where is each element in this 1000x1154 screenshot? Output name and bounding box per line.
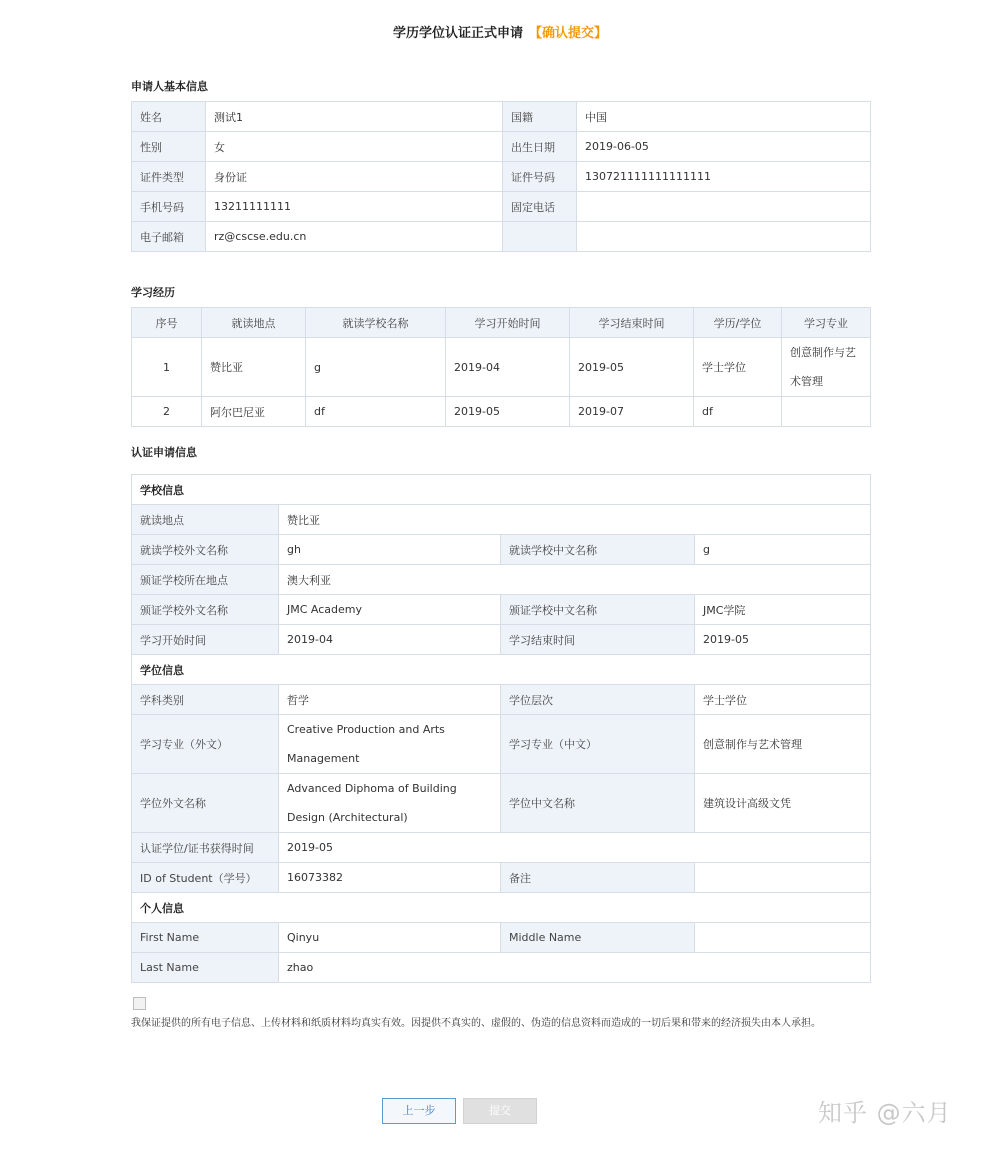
table-cell: 1 bbox=[132, 338, 202, 397]
table-cell: 2019-04 bbox=[446, 338, 570, 397]
landline-value bbox=[577, 192, 871, 222]
first-name-value: Qinyu bbox=[279, 923, 501, 953]
table-row bbox=[132, 565, 871, 595]
birth-label: 出生日期 bbox=[503, 132, 577, 162]
end-label: 学习结束时间 bbox=[501, 625, 695, 655]
table-row bbox=[132, 162, 871, 192]
name-label: 姓名 bbox=[132, 102, 206, 132]
id-number-label: 证件号码 bbox=[503, 162, 577, 192]
education-table bbox=[131, 307, 871, 427]
col-header: 就读地点 bbox=[202, 308, 306, 338]
mobile-value: 13211111111 bbox=[206, 192, 503, 222]
obtained-value: 2019-05 bbox=[279, 833, 871, 863]
col-header: 学习开始时间 bbox=[446, 308, 570, 338]
issuer-cn-label: 颁证学校中文名称 bbox=[501, 595, 695, 625]
table-cell: df bbox=[306, 397, 446, 427]
table-row bbox=[132, 774, 871, 833]
start-label: 学习开始时间 bbox=[132, 625, 279, 655]
col-header: 学历/学位 bbox=[694, 308, 782, 338]
end-value: 2019-05 bbox=[695, 625, 871, 655]
degree-cn-value: 建筑设计高级文凭 bbox=[695, 774, 871, 833]
email-label: 电子邮箱 bbox=[132, 222, 206, 252]
table-row bbox=[132, 833, 871, 863]
degree-level-value: 学士学位 bbox=[695, 685, 871, 715]
certification-table bbox=[131, 474, 871, 983]
school-cn-value: g bbox=[695, 535, 871, 565]
table-row bbox=[132, 505, 871, 535]
student-id-label: ID of Student（学号） bbox=[132, 863, 279, 893]
col-header: 序号 bbox=[132, 308, 202, 338]
major-cn-label: 学习专业（中文） bbox=[501, 715, 695, 774]
issuer-location-label: 颁证学校所在地点 bbox=[132, 565, 279, 595]
id-number-value: 130721111111111111 bbox=[577, 162, 871, 192]
study-location-value: 赞比亚 bbox=[279, 505, 871, 535]
student-id-value: 16073382 bbox=[279, 863, 501, 893]
study-location-label: 就读地点 bbox=[132, 505, 279, 535]
last-name-label: Last Name bbox=[132, 953, 279, 983]
discipline-value: 哲学 bbox=[279, 685, 501, 715]
submit-button[interactable]: 提交 bbox=[463, 1098, 537, 1124]
nationality-value: 中国 bbox=[577, 102, 871, 132]
group-title-degree: 学位信息 bbox=[132, 655, 871, 685]
group-title-school: 学校信息 bbox=[132, 475, 871, 505]
table-cell: 学士学位 bbox=[694, 338, 782, 397]
birth-value: 2019-06-05 bbox=[577, 132, 871, 162]
name-value: 测试1 bbox=[206, 102, 503, 132]
middle-name-value bbox=[695, 923, 871, 953]
empty-label-cell bbox=[503, 222, 577, 252]
start-value: 2019-04 bbox=[279, 625, 501, 655]
group-title-personal: 个人信息 bbox=[132, 893, 871, 923]
gender-label: 性别 bbox=[132, 132, 206, 162]
section-title-certification: 认证申请信息 bbox=[131, 446, 197, 459]
table-row bbox=[132, 923, 871, 953]
remark-label: 备注 bbox=[501, 863, 695, 893]
table-header-row bbox=[132, 308, 871, 338]
group-row bbox=[132, 893, 871, 923]
last-name-value: zhao bbox=[279, 953, 871, 983]
previous-step-button[interactable]: 上一步 bbox=[382, 1098, 456, 1124]
table-row bbox=[132, 715, 871, 774]
table-row bbox=[132, 953, 871, 983]
gender-value: 女 bbox=[206, 132, 503, 162]
discipline-label: 学科类别 bbox=[132, 685, 279, 715]
col-header: 学习专业 bbox=[782, 308, 871, 338]
col-header: 学习结束时间 bbox=[570, 308, 694, 338]
table-cell bbox=[782, 397, 871, 427]
table-row bbox=[132, 102, 871, 132]
basic-info-table bbox=[131, 101, 871, 252]
table-row bbox=[132, 863, 871, 893]
table-row bbox=[132, 685, 871, 715]
table-row bbox=[132, 222, 871, 252]
page-title-status: 【确认提交】 bbox=[529, 26, 608, 41]
major-foreign-label: 学习专业（外文） bbox=[132, 715, 279, 774]
nationality-label: 国籍 bbox=[503, 102, 577, 132]
table-row bbox=[132, 625, 871, 655]
issuer-foreign-value: JMC Academy bbox=[279, 595, 501, 625]
issuer-cn-value: JMC学院 bbox=[695, 595, 871, 625]
landline-label: 固定电话 bbox=[503, 192, 577, 222]
major-cn-value: 创意制作与艺术管理 bbox=[695, 715, 871, 774]
issuer-location-value: 澳大利亚 bbox=[279, 565, 871, 595]
degree-cn-label: 学位中文名称 bbox=[501, 774, 695, 833]
first-name-label: First Name bbox=[132, 923, 279, 953]
issuer-foreign-label: 颁证学校外文名称 bbox=[132, 595, 279, 625]
table-row bbox=[132, 132, 871, 162]
table-cell: 2019-05 bbox=[570, 338, 694, 397]
id-type-value: 身份证 bbox=[206, 162, 503, 192]
table-cell: 赞比亚 bbox=[202, 338, 306, 397]
table-row bbox=[132, 535, 871, 565]
table-cell: 阿尔巴尼亚 bbox=[202, 397, 306, 427]
declaration-checkbox[interactable] bbox=[133, 997, 146, 1010]
table-cell: df bbox=[694, 397, 782, 427]
table-row bbox=[132, 192, 871, 222]
mobile-label: 手机号码 bbox=[132, 192, 206, 222]
middle-name-label: Middle Name bbox=[501, 923, 695, 953]
watermark-text: 知乎 @六月 bbox=[818, 1099, 952, 1127]
table-cell: g bbox=[306, 338, 446, 397]
table-cell: 2 bbox=[132, 397, 202, 427]
col-header: 就读学校名称 bbox=[306, 308, 446, 338]
degree-foreign-label: 学位外文名称 bbox=[132, 774, 279, 833]
remark-value bbox=[695, 863, 871, 893]
degree-foreign-value: Advanced Diphoma of Building Design (Architectural) bbox=[279, 774, 501, 833]
degree-level-label: 学位层次 bbox=[501, 685, 695, 715]
school-foreign-label: 就读学校外文名称 bbox=[132, 535, 279, 565]
major-foreign-value: Creative Production and Arts Management bbox=[279, 715, 501, 774]
section-title-education: 学习经历 bbox=[131, 286, 175, 299]
table-cell: 创意制作与艺术管理 bbox=[782, 338, 871, 397]
table-cell: 2019-07 bbox=[570, 397, 694, 427]
email-value: rz@cscse.edu.cn bbox=[206, 222, 503, 252]
table-row bbox=[132, 338, 871, 397]
school-cn-label: 就读学校中文名称 bbox=[501, 535, 695, 565]
empty-value-cell bbox=[577, 222, 871, 252]
group-row bbox=[132, 655, 871, 685]
table-row bbox=[132, 397, 871, 427]
page-title bbox=[0, 22, 1000, 41]
id-type-label: 证件类型 bbox=[132, 162, 206, 192]
section-title-basic: 申请人基本信息 bbox=[131, 80, 208, 93]
school-foreign-value: gh bbox=[279, 535, 501, 565]
obtained-label: 认证学位/证书获得时间 bbox=[132, 833, 279, 863]
table-row bbox=[132, 595, 871, 625]
table-cell: 2019-05 bbox=[446, 397, 570, 427]
declaration-text: 我保证提供的所有电子信息、上传材料和纸质材料均真实有效。因提供不真实的、虚假的、伪造的信息资料而造成的一切后果和带来的经济损失由本人承担。 bbox=[131, 1018, 821, 1029]
page-title-main: 学历学位认证正式申请 bbox=[392, 26, 523, 41]
group-row bbox=[132, 475, 871, 505]
